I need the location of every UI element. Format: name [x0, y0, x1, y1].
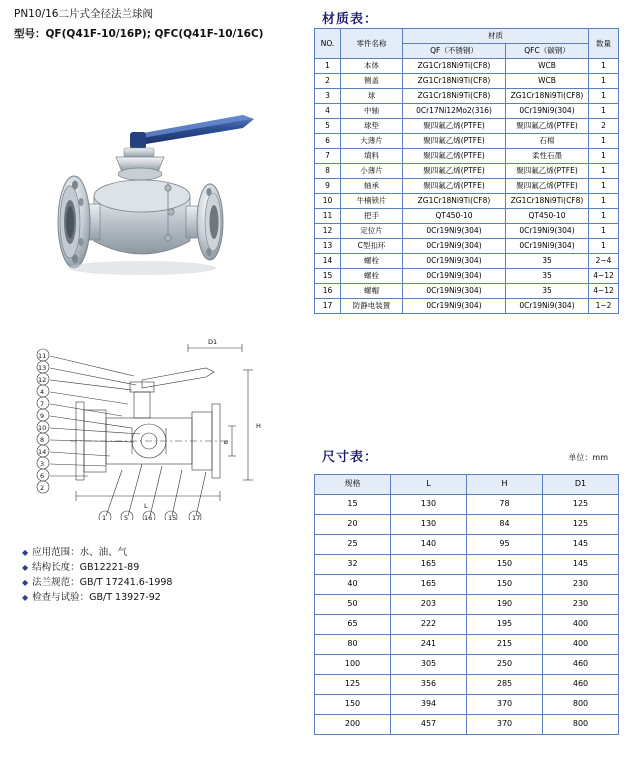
- cell-d1: 460: [543, 655, 619, 675]
- cell-spec: 15: [315, 495, 391, 515]
- svg-text:17: 17: [192, 514, 201, 520]
- cell-l: 305: [391, 655, 467, 675]
- cell-qfc: 0Cr19Ni9(304): [506, 239, 589, 254]
- cell-name: 大薄片: [341, 134, 403, 149]
- cell-h: 195: [467, 615, 543, 635]
- material-table-title: 材质表：: [322, 12, 379, 27]
- cell-qty: 1: [589, 179, 619, 194]
- cell-no: 12: [315, 224, 341, 239]
- drawing-label-l: L: [144, 502, 148, 510]
- cell-qf: 0Cr19Ni9(304): [403, 224, 506, 239]
- table-row: [315, 515, 619, 535]
- cell-qty: 1: [589, 224, 619, 239]
- cell-qf: 聚四氟乙烯(PTFE): [403, 164, 506, 179]
- cell-name: 螺栓: [341, 269, 403, 284]
- cell-name: 轴承: [341, 179, 403, 194]
- diamond-bullet-icon: ◆: [22, 593, 29, 602]
- material-table: [314, 28, 619, 314]
- cell-qty: 1: [589, 134, 619, 149]
- cell-d1: 400: [543, 615, 619, 635]
- cell-d1: 800: [543, 715, 619, 735]
- cell-l: 394: [391, 695, 467, 715]
- cell-qf: 0Cr19Ni9(304): [403, 254, 506, 269]
- cell-l: 140: [391, 535, 467, 555]
- cell-name: 填料: [341, 149, 403, 164]
- svg-text:4: 4: [40, 388, 45, 396]
- svg-text:2: 2: [40, 484, 45, 492]
- table-row: [315, 695, 619, 715]
- cell-no: 8: [315, 164, 341, 179]
- cell-qfc: 柔性石墨: [506, 149, 589, 164]
- list-item: [22, 545, 282, 560]
- cell-qf: 0Cr17Ni12Mo2(316): [403, 104, 506, 119]
- cell-qfc: 35: [506, 254, 589, 269]
- cell-qf: 0Cr19Ni9(304): [403, 269, 506, 284]
- cell-name: 球: [341, 89, 403, 104]
- cell-no: 11: [315, 209, 341, 224]
- table-row: [315, 254, 619, 269]
- cell-d1: 460: [543, 675, 619, 695]
- table-row: [315, 715, 619, 735]
- title-block: [14, 6, 294, 41]
- cell-qty: 4~12: [589, 269, 619, 284]
- cell-name: 把手: [341, 209, 403, 224]
- cell-no: 9: [315, 179, 341, 194]
- diamond-bullet-icon: ◆: [22, 578, 29, 587]
- table-row: [315, 615, 619, 635]
- cell-no: 5: [315, 119, 341, 134]
- svg-text:5: 5: [124, 514, 129, 520]
- cell-qfc: 聚四氟乙烯(PTFE): [506, 164, 589, 179]
- svg-text:12: 12: [38, 376, 47, 384]
- cell-name: 中轴: [341, 104, 403, 119]
- svg-text:6: 6: [40, 472, 45, 480]
- diamond-bullet-icon: ◆: [22, 563, 29, 572]
- cell-d1: 145: [543, 555, 619, 575]
- cell-spec: 20: [315, 515, 391, 535]
- cell-l: 222: [391, 615, 467, 635]
- cell-name: 防静电装置: [341, 299, 403, 314]
- cell-no: 7: [315, 149, 341, 164]
- svg-text:16: 16: [144, 514, 153, 520]
- cell-l: 165: [391, 555, 467, 575]
- cell-qty: 1: [589, 164, 619, 179]
- table-row: [315, 179, 619, 194]
- cell-no: 1: [315, 59, 341, 74]
- cell-qf: 聚四氟乙烯(PTFE): [403, 149, 506, 164]
- header-qf: QF（不锈钢）: [403, 44, 506, 59]
- cell-d1: 125: [543, 495, 619, 515]
- technical-drawing: [10, 330, 290, 520]
- cell-d1: 125: [543, 515, 619, 535]
- cell-qty: 2~4: [589, 254, 619, 269]
- cell-no: 10: [315, 194, 341, 209]
- cell-qty: 1: [589, 59, 619, 74]
- cell-spec: 200: [315, 715, 391, 735]
- cell-qty: 2: [589, 119, 619, 134]
- cell-qfc: 0Cr19Ni9(304): [506, 299, 589, 314]
- cell-qfc: 35: [506, 284, 589, 299]
- feature-text: 检查与试验：GB/T 13927-92: [32, 592, 161, 603]
- cell-no: 4: [315, 104, 341, 119]
- cell-qty: 1~2: [589, 299, 619, 314]
- feature-text: 法兰规范：GB/T 17241.6-1998: [32, 577, 173, 588]
- valve-stem: [116, 148, 164, 180]
- table-row: [315, 595, 619, 615]
- svg-text:15: 15: [168, 514, 177, 520]
- cell-h: 250: [467, 655, 543, 675]
- product-photo: [18, 52, 283, 317]
- cell-no: 13: [315, 239, 341, 254]
- cell-qf: 聚四氟乙烯(PTFE): [403, 119, 506, 134]
- cell-no: 6: [315, 134, 341, 149]
- cell-name: C型扣环: [341, 239, 403, 254]
- header-name: 零件名称: [341, 29, 403, 59]
- cell-spec: 25: [315, 535, 391, 555]
- cell-qfc: 聚四氟乙烯(PTFE): [506, 179, 589, 194]
- cell-qf: 0Cr19Ni9(304): [403, 239, 506, 254]
- cell-h: 285: [467, 675, 543, 695]
- table-row: [315, 535, 619, 555]
- table-row: [315, 59, 619, 74]
- table-row: [315, 555, 619, 575]
- table-row: [315, 119, 619, 134]
- cell-qfc: WCB: [506, 74, 589, 89]
- cell-qty: 1: [589, 104, 619, 119]
- svg-text:13: 13: [38, 364, 47, 372]
- unit-note: 单位：mm: [568, 453, 608, 462]
- cell-h: 370: [467, 715, 543, 735]
- drawing-label-d: ø: [224, 438, 228, 446]
- product-model: 型号：QF(Q41F-10/16P); QFC(Q41F-10/16C): [14, 28, 264, 40]
- cell-qty: 1: [589, 209, 619, 224]
- cell-qty: 1: [589, 239, 619, 254]
- table-row: [315, 575, 619, 595]
- cell-l: 203: [391, 595, 467, 615]
- svg-text:10: 10: [38, 424, 47, 432]
- cell-name: 球垫: [341, 119, 403, 134]
- table-row: [315, 635, 619, 655]
- valve-body: [94, 180, 190, 254]
- cell-qfc: 聚四氟乙烯(PTFE): [506, 119, 589, 134]
- cell-h: 150: [467, 555, 543, 575]
- cell-qf: ZG1Cr18Ni9Ti(CF8): [403, 89, 506, 104]
- cell-spec: 65: [315, 615, 391, 635]
- list-item: [22, 590, 282, 605]
- feature-text: 应用范围：水、油、气: [32, 547, 128, 558]
- cell-qfc: 0Cr19Ni9(304): [506, 104, 589, 119]
- drawing-label-d1: D1: [208, 338, 218, 346]
- cell-qf: 聚四氟乙烯(PTFE): [403, 179, 506, 194]
- table-row: [315, 495, 619, 515]
- table-row: [315, 74, 619, 89]
- valve-flange-left: [58, 176, 100, 268]
- left-column: [0, 0, 300, 762]
- cell-qf: 0Cr19Ni9(304): [403, 299, 506, 314]
- cell-h: 78: [467, 495, 543, 515]
- cell-qfc: 石棉: [506, 134, 589, 149]
- cell-qfc: ZG1Cr18Ni9Ti(CF8): [506, 194, 589, 209]
- table-row: [315, 89, 619, 104]
- cell-h: 95: [467, 535, 543, 555]
- svg-text:1: 1: [102, 514, 107, 520]
- cell-qfc: ZG1Cr18Ni9Ti(CF8): [506, 89, 589, 104]
- feature-list: [22, 545, 282, 605]
- diamond-bullet-icon: ◆: [22, 548, 29, 557]
- cell-no: 17: [315, 299, 341, 314]
- cell-h: 370: [467, 695, 543, 715]
- cell-d1: 400: [543, 635, 619, 655]
- cell-no: 16: [315, 284, 341, 299]
- table-row: [315, 209, 619, 224]
- table-row: [315, 655, 619, 675]
- cell-name: 螺栓: [341, 254, 403, 269]
- header-l: L: [391, 475, 467, 495]
- cell-no: 2: [315, 74, 341, 89]
- table-header-row: [315, 29, 619, 44]
- cell-name: 小薄片: [341, 164, 403, 179]
- cell-qty: 4~12: [589, 284, 619, 299]
- valve-handle: [130, 115, 254, 149]
- cell-qty: 1: [589, 89, 619, 104]
- table-header-row: [315, 475, 619, 495]
- cell-qfc: 0Cr19Ni9(304): [506, 224, 589, 239]
- cell-d1: 800: [543, 695, 619, 715]
- header-d1: D1: [543, 475, 619, 495]
- cell-qf: ZG1Cr18Ni9Ti(CF8): [403, 74, 506, 89]
- dimension-table: [314, 474, 619, 735]
- cell-h: 150: [467, 575, 543, 595]
- svg-text:14: 14: [38, 448, 47, 456]
- header-material: 材质: [403, 29, 589, 44]
- cell-no: 3: [315, 89, 341, 104]
- table-row: [315, 164, 619, 179]
- cell-h: 84: [467, 515, 543, 535]
- cell-name: 侧盖: [341, 74, 403, 89]
- cell-name: 牛楠锁片: [341, 194, 403, 209]
- cell-qfc: QT450-10: [506, 209, 589, 224]
- header-spec: 规格: [315, 475, 391, 495]
- header-qfc: QFC（碳钢）: [506, 44, 589, 59]
- cell-qfc: WCB: [506, 59, 589, 74]
- cell-l: 165: [391, 575, 467, 595]
- cell-l: 356: [391, 675, 467, 695]
- table-row: [315, 284, 619, 299]
- cell-qfc: 35: [506, 269, 589, 284]
- cell-name: 本体: [341, 59, 403, 74]
- cell-name: 螺帽: [341, 284, 403, 299]
- valve-flange-right: [186, 184, 223, 260]
- cell-h: 190: [467, 595, 543, 615]
- cell-qty: 1: [589, 74, 619, 89]
- cell-spec: 150: [315, 695, 391, 715]
- svg-text:9: 9: [40, 412, 45, 420]
- cell-qty: 1: [589, 149, 619, 164]
- cell-l: 130: [391, 515, 467, 535]
- cell-qf: ZG1Cr18Ni9Ti(CF8): [403, 59, 506, 74]
- cell-spec: 125: [315, 675, 391, 695]
- header-h: H: [467, 475, 543, 495]
- table-row: [315, 194, 619, 209]
- cell-qf: QT450-10: [403, 209, 506, 224]
- table-row: [315, 299, 619, 314]
- cell-qty: 1: [589, 194, 619, 209]
- cell-spec: 100: [315, 655, 391, 675]
- cell-qf: ZG1Cr18Ni9Ti(CF8): [403, 194, 506, 209]
- cell-l: 130: [391, 495, 467, 515]
- cell-qf: 0Cr19Ni9(304): [403, 284, 506, 299]
- svg-text:11: 11: [38, 352, 47, 360]
- cell-spec: 40: [315, 575, 391, 595]
- table-row: [315, 104, 619, 119]
- table-row: [315, 149, 619, 164]
- product-title: PN10/16二片式全径法兰球阀: [14, 8, 153, 20]
- svg-text:3: 3: [40, 460, 45, 468]
- cell-d1: 145: [543, 535, 619, 555]
- table-row: [315, 134, 619, 149]
- list-item: [22, 560, 282, 575]
- cell-d1: 230: [543, 595, 619, 615]
- cell-qf: 聚四氟乙烯(PTFE): [403, 134, 506, 149]
- drawing-label-h: H: [256, 422, 261, 430]
- cell-spec: 32: [315, 555, 391, 575]
- table-row: [315, 675, 619, 695]
- table-row: [315, 224, 619, 239]
- cell-no: 14: [315, 254, 341, 269]
- cell-d1: 230: [543, 575, 619, 595]
- cell-name: 定位片: [341, 224, 403, 239]
- dimension-table-title: 尺寸表：: [322, 450, 379, 465]
- table-row: [315, 239, 619, 254]
- header-qty: 数量: [589, 29, 619, 59]
- feature-text: 结构长度：GB12221-89: [32, 562, 140, 573]
- svg-text:8: 8: [40, 436, 45, 444]
- list-item: [22, 575, 282, 590]
- svg-text:7: 7: [40, 400, 45, 408]
- cell-l: 457: [391, 715, 467, 735]
- header-no: NO.: [315, 29, 341, 59]
- cell-l: 241: [391, 635, 467, 655]
- cell-spec: 50: [315, 595, 391, 615]
- cell-spec: 80: [315, 635, 391, 655]
- table-row: [315, 269, 619, 284]
- cell-h: 215: [467, 635, 543, 655]
- cell-no: 15: [315, 269, 341, 284]
